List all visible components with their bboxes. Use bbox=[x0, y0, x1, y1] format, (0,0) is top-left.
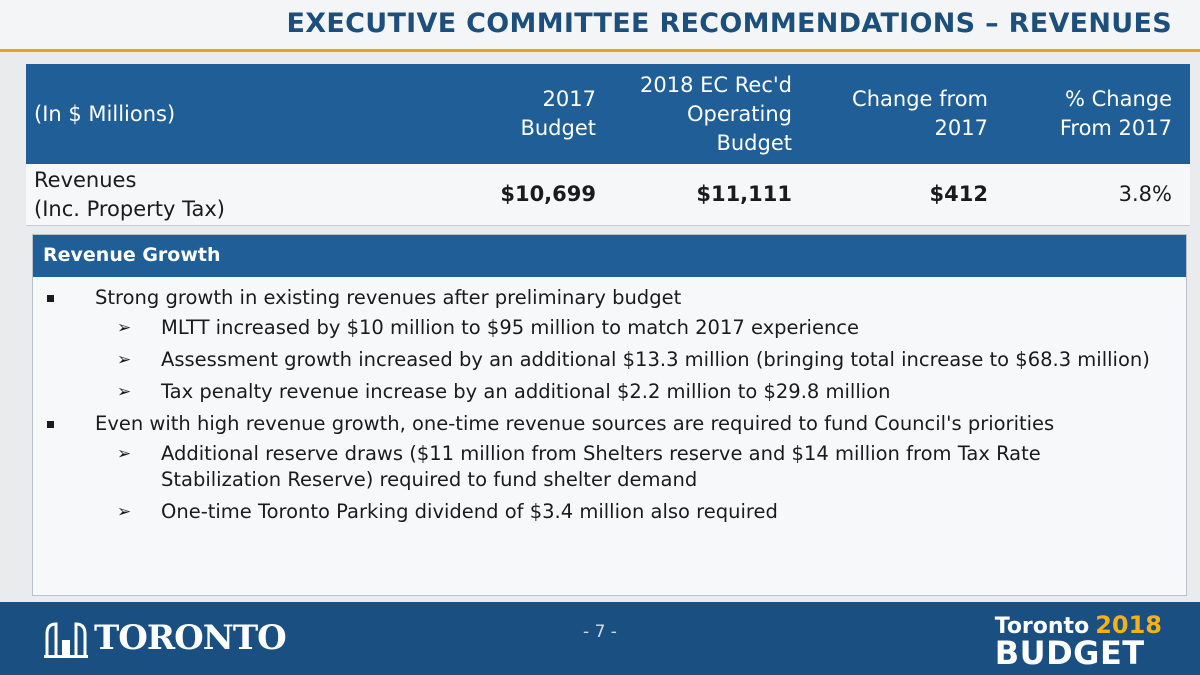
column-header-2017-budget: 2017 Budget bbox=[520, 87, 596, 140]
cell-2018-budget: $11,111 bbox=[696, 182, 792, 206]
footer-bar bbox=[0, 602, 1200, 675]
arrow-bullet-icon: ➢ bbox=[117, 444, 132, 464]
brand-word: BUDGET bbox=[994, 634, 1145, 672]
list-item bbox=[33, 411, 1186, 437]
table-header-row bbox=[26, 64, 1190, 164]
city-hall-icon bbox=[44, 620, 88, 658]
arrow-bullet-icon: ➢ bbox=[117, 350, 132, 370]
column-header-2018-budget: 2018 EC Rec'd Operating Budget bbox=[640, 72, 792, 155]
cell-pct-change: 3.8% bbox=[1118, 182, 1172, 206]
table-row bbox=[26, 164, 1190, 226]
revenue-growth-heading: Revenue Growth bbox=[33, 235, 1186, 277]
cell-change: $412 bbox=[929, 182, 988, 206]
column-header-change: Change from 2017 bbox=[852, 87, 988, 140]
row-label: Revenues (Inc. Property Tax) bbox=[34, 167, 225, 221]
sub-bullet-text: Assessment growth increased by an additional $13.3 million (bringing total increase to $68.3 million) bbox=[161, 348, 1150, 371]
brand-city: Toronto bbox=[994, 614, 1090, 639]
brand-year: 2018 bbox=[1095, 611, 1162, 639]
arrow-bullet-icon: ➢ bbox=[117, 318, 132, 338]
sub-list-item bbox=[33, 315, 1186, 341]
toronto-logo bbox=[44, 618, 286, 658]
bullet-list bbox=[33, 277, 1186, 525]
toronto-wordmark: TORONTO bbox=[94, 618, 286, 658]
page-number: - 7 - bbox=[583, 622, 617, 642]
arrow-bullet-icon: ➢ bbox=[117, 382, 132, 402]
budget-brand bbox=[994, 611, 1162, 672]
sub-bullet-text: One-time Toronto Parking dividend of $3.4 million also required bbox=[161, 500, 778, 523]
sub-list-item bbox=[33, 347, 1186, 373]
revenue-growth-panel bbox=[32, 234, 1187, 596]
slide-title: EXECUTIVE COMMITTEE RECOMMENDATIONS – REVENUES bbox=[0, 0, 1200, 52]
sub-bullet-text: Additional reserve draws ($11 million from Shelters reserve and $14 million from Tax Rate Stabilization Reserve) required to fund shelter demand bbox=[161, 442, 1041, 491]
bullet-square-icon bbox=[47, 295, 54, 302]
cell-2017-budget: $10,699 bbox=[500, 182, 596, 206]
sub-bullet-text: MLTT increased by $10 million to $95 million to match 2017 experience bbox=[161, 316, 860, 339]
sub-list-item bbox=[33, 379, 1186, 405]
bullet-square-icon bbox=[47, 421, 54, 428]
sub-list-item bbox=[33, 441, 1186, 493]
revenue-table bbox=[26, 64, 1190, 226]
bullet-text: Even with high revenue growth, one-time revenue sources are required to fund Council's priorities bbox=[95, 412, 1055, 435]
column-header-pct-change: % Change From 2017 bbox=[1059, 87, 1172, 140]
sub-bullet-text: Tax penalty revenue increase by an additional $2.2 million to $29.8 million bbox=[161, 380, 891, 403]
bullet-text: Strong growth in existing revenues after preliminary budget bbox=[95, 286, 682, 309]
list-item bbox=[33, 285, 1186, 311]
sub-list-item bbox=[33, 499, 1186, 525]
arrow-bullet-icon: ➢ bbox=[117, 502, 132, 522]
column-header-units: (In $ Millions) bbox=[34, 101, 176, 126]
